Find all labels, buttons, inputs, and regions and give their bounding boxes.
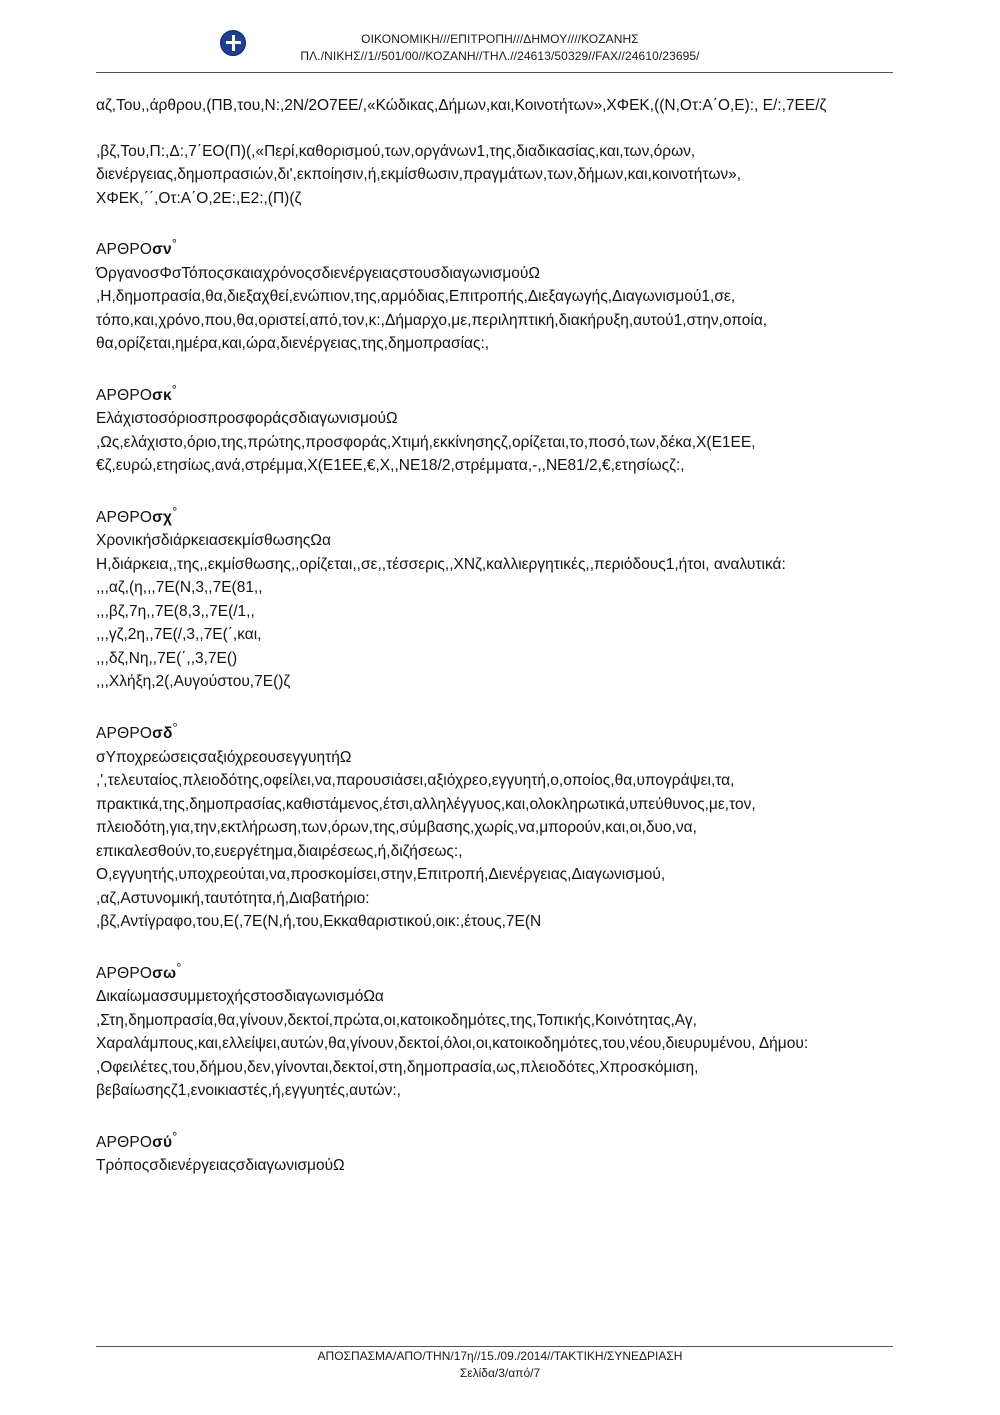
list-item: ,,,βζ,7η,,7Ε(8,3,,7Ε(/1,, bbox=[96, 602, 255, 620]
article-heading: ΑΡΘΡΟσχ° bbox=[96, 503, 178, 526]
article-section bbox=[96, 500, 900, 694]
article-section bbox=[96, 716, 900, 934]
header-divider bbox=[96, 72, 893, 73]
article-heading: ΑΡΘΡΟσν° bbox=[96, 236, 178, 259]
intro-paragraph-b: ,βζ,Του,Π:,Δ:,7΄ΕΟ(Π)(,«Περί,καθορισμού,των,οργάνων1,της,διαδικασίας,και,των,όρων, διενέργειας,δημοπρασιών,δι',εκποίησιν,ή,εκμίσθωσιν,πραγμάτων,των,δήμων,και,κοινοτήτων», ΧΦΕΚ,΄΄,Οτ:Α΄Ο,2Ε:,Ε2:,(Π)(ζ bbox=[96, 142, 742, 207]
document-body bbox=[96, 94, 900, 1178]
article-section bbox=[96, 378, 900, 478]
article-subtitle: ΕλάχιστοσόριοσπροσφοράςσδιαγωνισμούΩ bbox=[96, 410, 398, 428]
article-section bbox=[96, 1125, 900, 1178]
article-text: ,Οφειλέτες,του,δήμου,δεν,γίνονται,δεκτοί,στη,δημοπρασία,ως,πλειοδότες,Χπροσκόμιση, βεβαίωσηςζ1,ενοικιαστές,ή,εγγυητές,αυτών:, bbox=[96, 1058, 699, 1100]
article-section bbox=[96, 956, 900, 1103]
page-header bbox=[0, 28, 1000, 72]
article-text: Ο,εγγυητής,υποχρεούται,να,προσκομίσει,στην,Επιτροπή,Διενέργειας,Διαγωνισμού, bbox=[96, 866, 666, 884]
article-text: ,Στη,δημοπρασία,θα,γίνουν,δεκτοί,πρώτα,οι,κατοικοδημότες,της,Τοπικής,Κοινότητας,Αγ, Χαραλάμπους,και,ελλείψει,αυτών,θα,γίνουν,δεκτοί,όλοι,οι,κατοικοδημότες,του,νέου,διευρυμένου, Δήμου: bbox=[96, 1011, 809, 1053]
article-text: Η,διάρκεια,,της,,εκμίσθωσης,,ορίζεται,,σε,,τέσσερις,,ΧΝζ,καλλιεργητικές,,περιόδους1,ήτοι, αναλυτικά: bbox=[96, 555, 786, 573]
article-heading: ΑΡΘΡΟσύ° bbox=[96, 1128, 178, 1151]
page-number: Σελίδα/3/από/7 bbox=[459, 1366, 541, 1380]
article-heading: ΑΡΘΡΟσδ° bbox=[96, 719, 178, 743]
article-text: ,Ως,ελάχιστο,όριο,της,πρώτης,προσφοράς,Χτιμή,εκκίνησηςζ,ορίζεται,το,ποσό,των,δέκα,Χ(Ε1ΕΕ, €ζ,ευρώ,ετησίως,ανά,στρέμμα,Χ(Ε1ΕΕ,€,Χ,,ΝΕ18/2,στρέμματα,-,,ΝΕ81/2,€,ετησίωςζ:, bbox=[96, 433, 756, 475]
article-section bbox=[96, 232, 900, 356]
article-subtitle: ΧρονικήσδιάρκειασεκμίσθωσηςΩα bbox=[96, 532, 331, 550]
article-heading: ΑΡΘΡΟσω° bbox=[96, 959, 182, 982]
list-item: ,,,δζ,Νη,,7Ε(΄,,3,7Ε() bbox=[96, 649, 238, 667]
article-subtitle: σΥποχρεώσειςσαξιόχρεουσεγγυητήΩ bbox=[96, 748, 352, 766]
list-item: ,,,Χλήξη,2(,Αυγούστου,7Ε()ζ bbox=[96, 673, 291, 691]
header-organization: ΟΙΚΟΝΟΜΙΚΗ///ΕΠΙΤΡΟΠΗ///ΔΗΜΟΥ////ΚΟΖΑΝΗΣ bbox=[361, 32, 639, 46]
article-subtitle: ΌργανοσΦσΤόποςσκαιαχρόνοςσδιενέργειαςστουσδιαγωνισμούΩ bbox=[96, 264, 540, 282]
article-text: ,Η,δημοπρασία,θα,διεξαχθεί,ενώπιον,της,αρμόδιας,Επιτροπής,Διεξαγωγής,Διαγωνισμού1,σε, τόπο,και,χρόνο,που,θα,οριστεί,από,τον,κ:,Δήμαρχο,με,περιληπτική,διακήρυξη,αυτού1,στην,οποία, θα,ορίζεται,ημέρα,και,ώρα,διενέργειας,της,δημοπρασίας:, bbox=[96, 288, 768, 353]
list-item: ,αζ,Αστυνομική,ταυτότητα,ή,Διαβατήριο: bbox=[96, 889, 370, 907]
article-subtitle: ΔικαίωμασσυμμετοχήςστοσδιαγωνισμόΩα bbox=[96, 988, 384, 1006]
article-heading: ΑΡΘΡΟσκ° bbox=[96, 381, 178, 404]
footer-excerpt: ΑΠΟΣΠΑΣΜΑ/ΑΠΟ/ΤΗΝ/17η//15./09./2014//ΤΑΚΤΙΚΗ/ΣΥΝΕΔΡΙΑΣΗ bbox=[317, 1349, 683, 1363]
list-item: ,,,αζ,(η,,,7Ε(Ν,3,,7Ε(81,, bbox=[96, 579, 263, 597]
footer-divider bbox=[96, 1346, 893, 1347]
header-address: ΠΛ./ΝΙΚΗΣ//1//501/00//ΚΟΖΑΝΗ//ΤΗΛ.//24613/50329//FAX//24610/23695/ bbox=[300, 49, 700, 63]
article-subtitle: ΤρόποςσδιενέργειαςσδιαγωνισμούΩ bbox=[96, 1157, 345, 1175]
list-item: ,,,γζ,2η,,7Ε(/,3,,7Ε(΄,και, bbox=[96, 626, 262, 644]
article-text: ,',τελευταίος,πλειοδότης,οφείλει,να,παρουσιάσει,αξιόχρεο,εγγυητή,ο,οποίος,θα,υπογράψει,τα, πρακτικά,της,δημοπρασίας,καθιστάμενος,έτσι,αλληλέγγυος,και,ολοκληρωτικά,υπεύθυνος,με,τον, πλειοδότη,για,την,εκτλήρωση,των,όρων,της,σύμβασης,χωρίς,να,μπορούν,και,οι,δυο,να, επικαλεσθούν,το,ευεργέτημα,διαιρέσεως,ή,διζήσεως:, bbox=[96, 772, 756, 860]
list-item: ,βζ,Αντίγραφο,του,Ε(,7Ε(Ν,ή,του,Εκκαθαριστικού,οικ:,έτους,7Ε(Ν bbox=[96, 913, 542, 931]
intro-paragraph-a: αζ,Του,,άρθρου,(ΠΒ,του,Ν:,2Ν/2Ο7ΕΕ/,«Κώδικας,Δήμων,και,Κοινοτήτων»,ΧΦΕΚ,((Ν,Οτ:Α΄Ο,Ε):, Ε/:,7ΕΕ/ζ bbox=[96, 97, 827, 114]
